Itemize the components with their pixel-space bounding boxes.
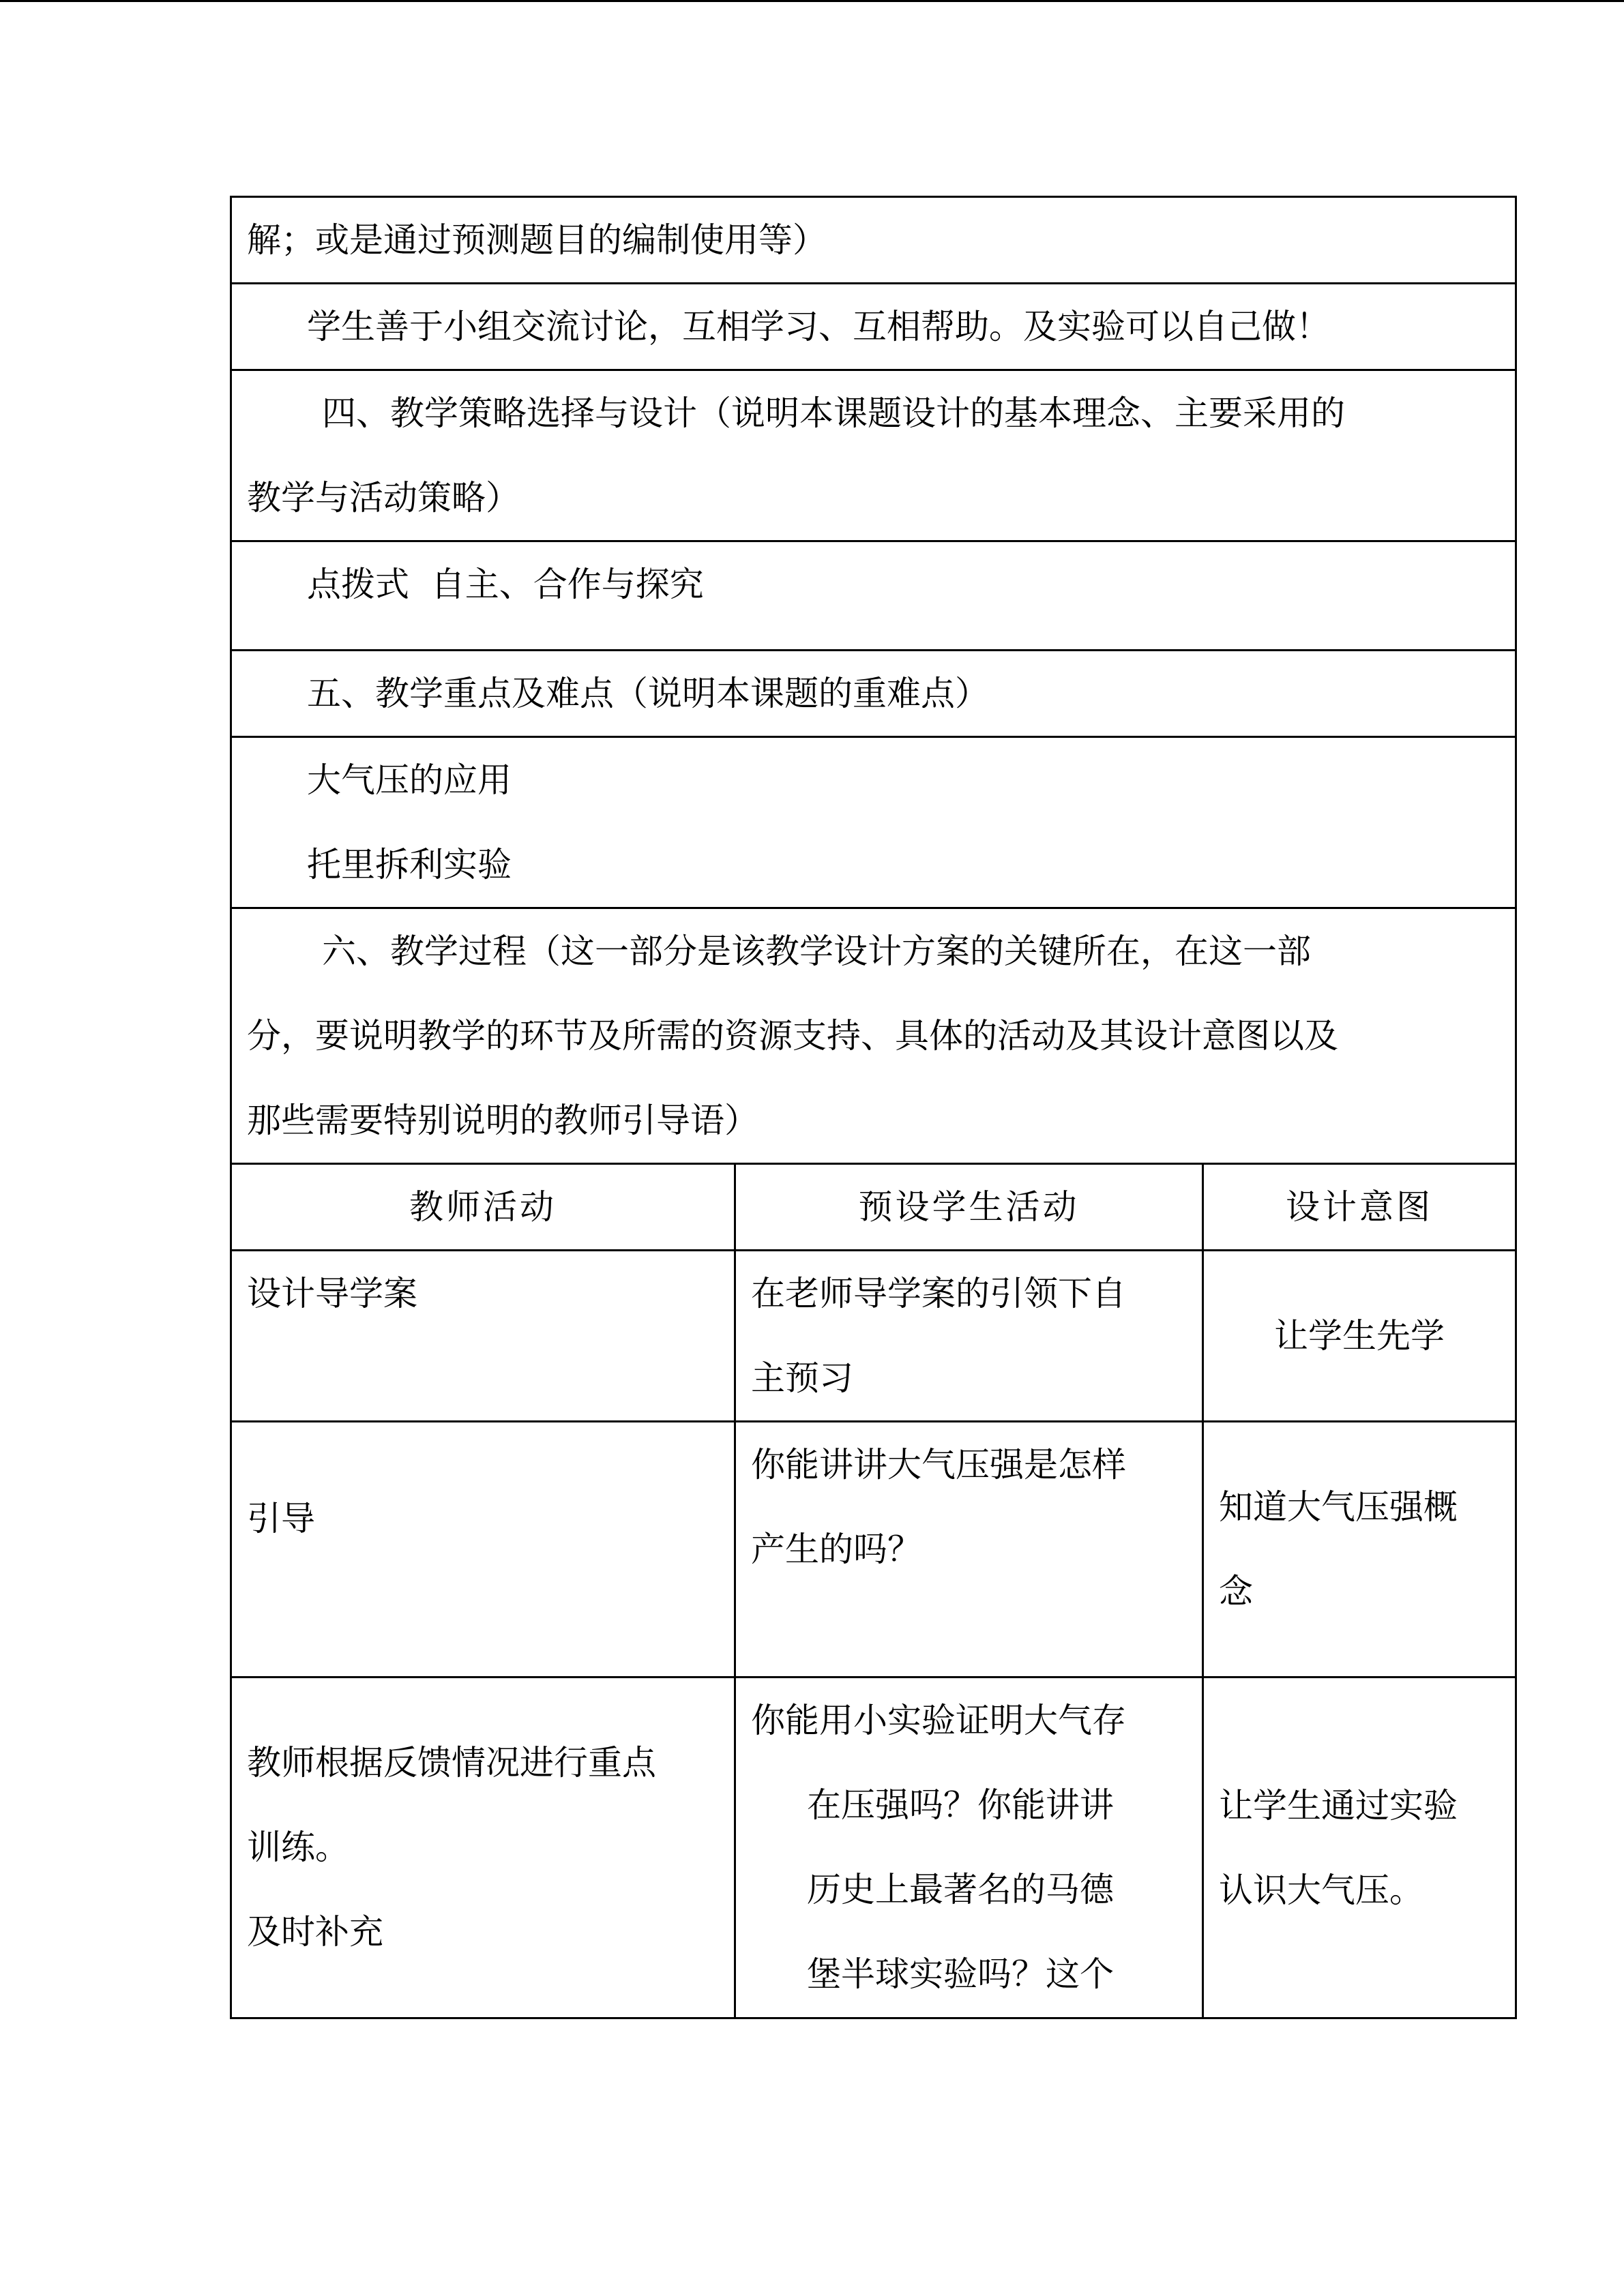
process-heading-cell: [231, 908, 1516, 1164]
row-strategy-heading: [231, 370, 1516, 541]
student-cell-1: [735, 1251, 1203, 1422]
process-header-row: [231, 1164, 1516, 1251]
student-3-line2: 在压强吗？你能讲讲: [807, 1785, 1114, 1825]
intent-3-line1: 让学生通过实验: [1219, 1785, 1458, 1825]
teacher-cell-2: [231, 1422, 735, 1678]
key-points-heading-text: 五、教学重点及难点（说明本课题的重难点）: [307, 674, 989, 713]
continuation-text: 解；或是通过预测题目的编制使用等）: [247, 220, 827, 260]
intent-2-line2: 念: [1219, 1572, 1253, 1611]
row-strategy-content: [231, 541, 1516, 651]
teacher-cell-1: [231, 1251, 735, 1422]
intent-3-line2: 认识大气压。: [1219, 1870, 1423, 1910]
intent-2-line1: 知道大气压强概: [1219, 1487, 1458, 1527]
teacher-3-line3: 及时补充: [247, 1912, 383, 1952]
student-cell-2: [735, 1422, 1203, 1678]
strategy-heading-cell: [231, 370, 1516, 541]
strategy-heading-line1: 四、教学策略选择与设计（说明本课题设计的基本理念、主要采用的: [322, 393, 1345, 433]
continuation-cell: [231, 197, 1516, 284]
student-1-line2: 主预习: [751, 1358, 853, 1398]
student-analysis-text: 学生善于小组交流讨论，互相学习、互相帮助。及实验可以自己做！: [307, 307, 1330, 346]
key-point-2: 托里拆利实验: [307, 845, 512, 884]
teacher-1-line1: 设计导学案: [247, 1274, 417, 1313]
student-analysis-cell: [231, 284, 1516, 370]
lesson-plan-table: [230, 196, 1517, 2019]
process-row-1: [231, 1251, 1516, 1422]
header-teacher-activity: 教师活动: [231, 1164, 735, 1251]
process-heading-line3: 那些需要特别说明的教师引导语）: [247, 1101, 758, 1140]
intent-1-line1: 让学生先学: [1274, 1316, 1445, 1356]
row-process-heading: [231, 908, 1516, 1164]
student-cell-3: [735, 1678, 1203, 2018]
row-key-points-heading: [231, 651, 1516, 737]
student-1-line1: 在老师导学案的引领下自: [751, 1274, 1126, 1313]
student-3-line3: 历史上最著名的马德: [807, 1870, 1114, 1909]
process-row-2: [231, 1422, 1516, 1678]
intent-cell-1: [1203, 1251, 1516, 1422]
strategy-content-cell: [231, 541, 1516, 651]
key-points-heading-cell: [231, 651, 1516, 737]
student-3-line4: 堡半球实验吗？这个: [807, 1954, 1114, 1994]
top-border-line: [0, 0, 1624, 2]
key-points-content-cell: [231, 737, 1516, 908]
student-3-line1: 你能用小实验证明大气存: [751, 1701, 1126, 1740]
teacher-2-line1: 引导: [247, 1499, 315, 1538]
header-student-activity: 预设学生活动: [735, 1164, 1203, 1251]
teacher-3-line2: 训练。: [247, 1828, 349, 1867]
row-key-points-content: [231, 737, 1516, 908]
row-student-analysis: [231, 284, 1516, 370]
strategy-heading-line2: 教学与活动策略）: [247, 478, 520, 518]
student-2-line1: 你能讲讲大气压强是怎样: [751, 1445, 1126, 1485]
key-point-1: 大气压的应用: [307, 760, 512, 800]
header-design-intent: 设计意图: [1203, 1164, 1516, 1251]
teacher-3-line1: 教师根据反馈情况进行重点: [247, 1743, 656, 1783]
strategy-content-text: 点拨式 自主、合作与探究: [307, 565, 704, 604]
row-continuation: [231, 197, 1516, 284]
intent-cell-3: [1203, 1678, 1516, 2018]
intent-cell-2: [1203, 1422, 1516, 1678]
process-heading-line1: 六、教学过程（这一部分是该教学设计方案的关键所在，在这一部: [322, 931, 1311, 971]
teacher-cell-3: [231, 1678, 735, 2018]
process-heading-line2: 分，要说明教学的环节及所需的资源支持、具体的活动及其设计意图以及: [247, 1016, 1338, 1056]
process-row-3: [231, 1678, 1516, 2018]
student-2-line2: 产生的吗？: [751, 1530, 921, 1569]
